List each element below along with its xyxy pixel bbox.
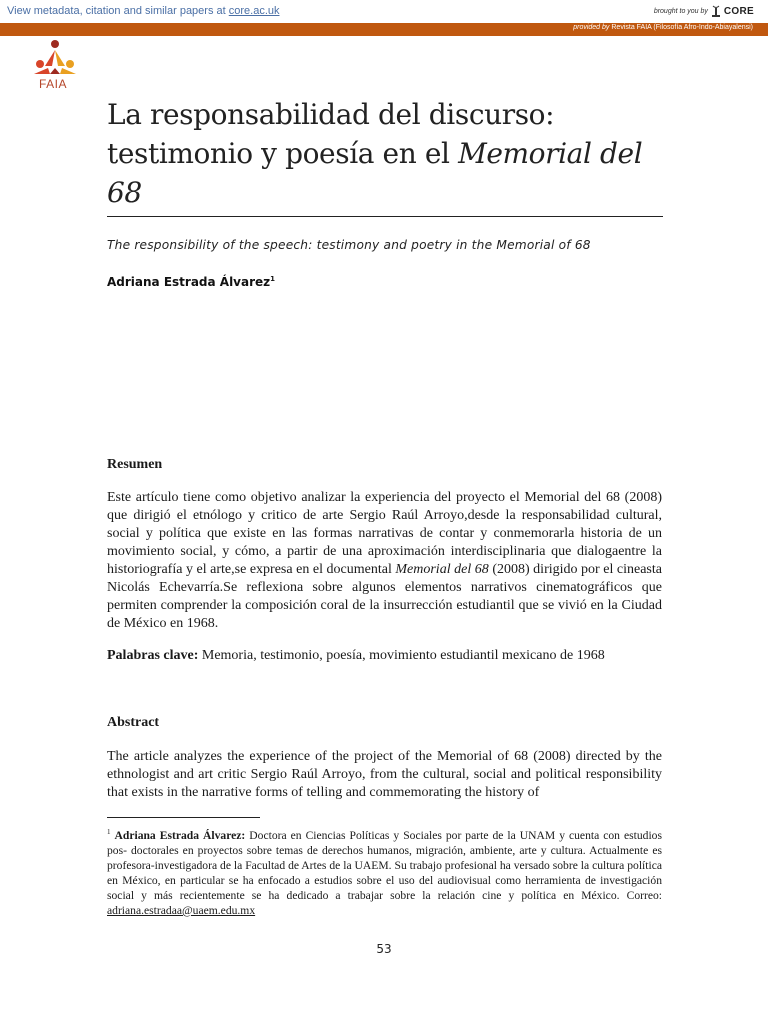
footnote xyxy=(107,825,662,918)
resumen-text-italic: Memorial del 68 xyxy=(395,562,489,577)
title-line-1: La responsabilidad del discurso: xyxy=(107,98,555,131)
footnote-marker: 1 xyxy=(107,828,111,836)
provided-by-label: provided by xyxy=(573,24,610,31)
core-banner xyxy=(0,0,768,24)
core-metadata-text: View metadata, citation and similar papers at xyxy=(7,5,229,17)
title-line-3-italic: 68 xyxy=(107,176,142,209)
resumen-text-2: (2008) dirigido por el cineasta Nicolás Echevarría.Se reflexiona sobre algunos elementos narrativos cinematográficos que permiten comprender la composición coral de la insurrección estudiantil que se vivió en la Ciudad de México en 1968. xyxy=(107,562,662,631)
provided-by-source: Revista FAIA (Filosofía Afro-Indo-Abiayalensi) xyxy=(611,24,753,31)
title-divider xyxy=(107,216,663,217)
title-line-2-italic: Memorial del xyxy=(458,137,643,170)
author-name xyxy=(107,275,275,289)
footnote-text: Doctora en Ciencias Políticas y Sociales por parte de la UNAM y cuenta con estudios pos- doctorales en proyectos sobre temas de derechos humanos, migración, ambiente, arte y cultura. Actualmente es profesora-investigadora de la Facultad de Artes de la UAEM. Su trabajo profesional ha versado sobre la cultura política en México, en particular se ha enfocado a estudios sobre el uso del audiovisual como herramienta de investigación social y más recientemente se ha dedicado a trabajar sobre la relación cine y política en México. Correo: xyxy=(107,828,662,902)
core-logo-icon xyxy=(711,5,721,18)
author-name-text: Adriana Estrada Álvarez xyxy=(107,275,271,289)
author-footnote-marker[interactable]: 1 xyxy=(270,275,276,283)
provided-by-bar xyxy=(0,23,768,36)
footnote-name: Adriana Estrada Álvarez: xyxy=(114,828,246,842)
faia-logo-text: FAIA xyxy=(39,77,68,91)
keywords xyxy=(107,648,605,664)
english-title: The responsibility of the speech: testimony and poetry in the Memorial of 68 xyxy=(107,238,591,252)
provided-by-text[interactable] xyxy=(573,24,753,31)
abstract-heading: Abstract xyxy=(107,715,160,730)
resumen-text-1: Este artículo tiene como objetivo analizar la experiencia del proyecto el Memorial del 68 (2008) que dirigió el etnólogo y critico de arte Sergio Raúl Arroyo,desde la responsabilidad cultural, social y política que existe en las formas narrativas de contar y conmemorarla historia de un movimiento social, y cómo, a partir de una aproximación interdisciplinaria que dialogaentre la historiografía y el arte,se expresa en el documental xyxy=(107,490,662,577)
core-label: CORE xyxy=(723,6,754,17)
keywords-text: Memoria, testimonio, poesía, movimiento estudiantil mexicano de 1968 xyxy=(198,648,605,663)
keywords-label: Palabras clave: xyxy=(107,648,199,663)
core-brand[interactable] xyxy=(654,5,754,18)
core-metadata-link[interactable] xyxy=(7,5,280,17)
page-number: 53 xyxy=(376,942,392,956)
resumen-paragraph xyxy=(107,489,662,633)
footnote-divider xyxy=(107,817,260,818)
title-line-2: testimonio y poesía en el xyxy=(107,137,459,170)
resumen-heading: Resumen xyxy=(107,457,163,472)
abstract-paragraph: The article analyzes the experience of the project of the Memorial of 68 (2008) directed by the ethnologist and art critic Sergio Raúl Arroyo, from the cultural, social and political responsibility that exists in the narrative forms of telling and commemorating the history of xyxy=(107,749,662,800)
article-title xyxy=(107,95,667,212)
brought-to-you-text: brought to you by xyxy=(653,8,708,15)
core-url[interactable]: core.ac.uk xyxy=(228,5,280,17)
footnote-email-link[interactable]: adriana.estradaa@uaem.edu.mx xyxy=(107,903,256,917)
